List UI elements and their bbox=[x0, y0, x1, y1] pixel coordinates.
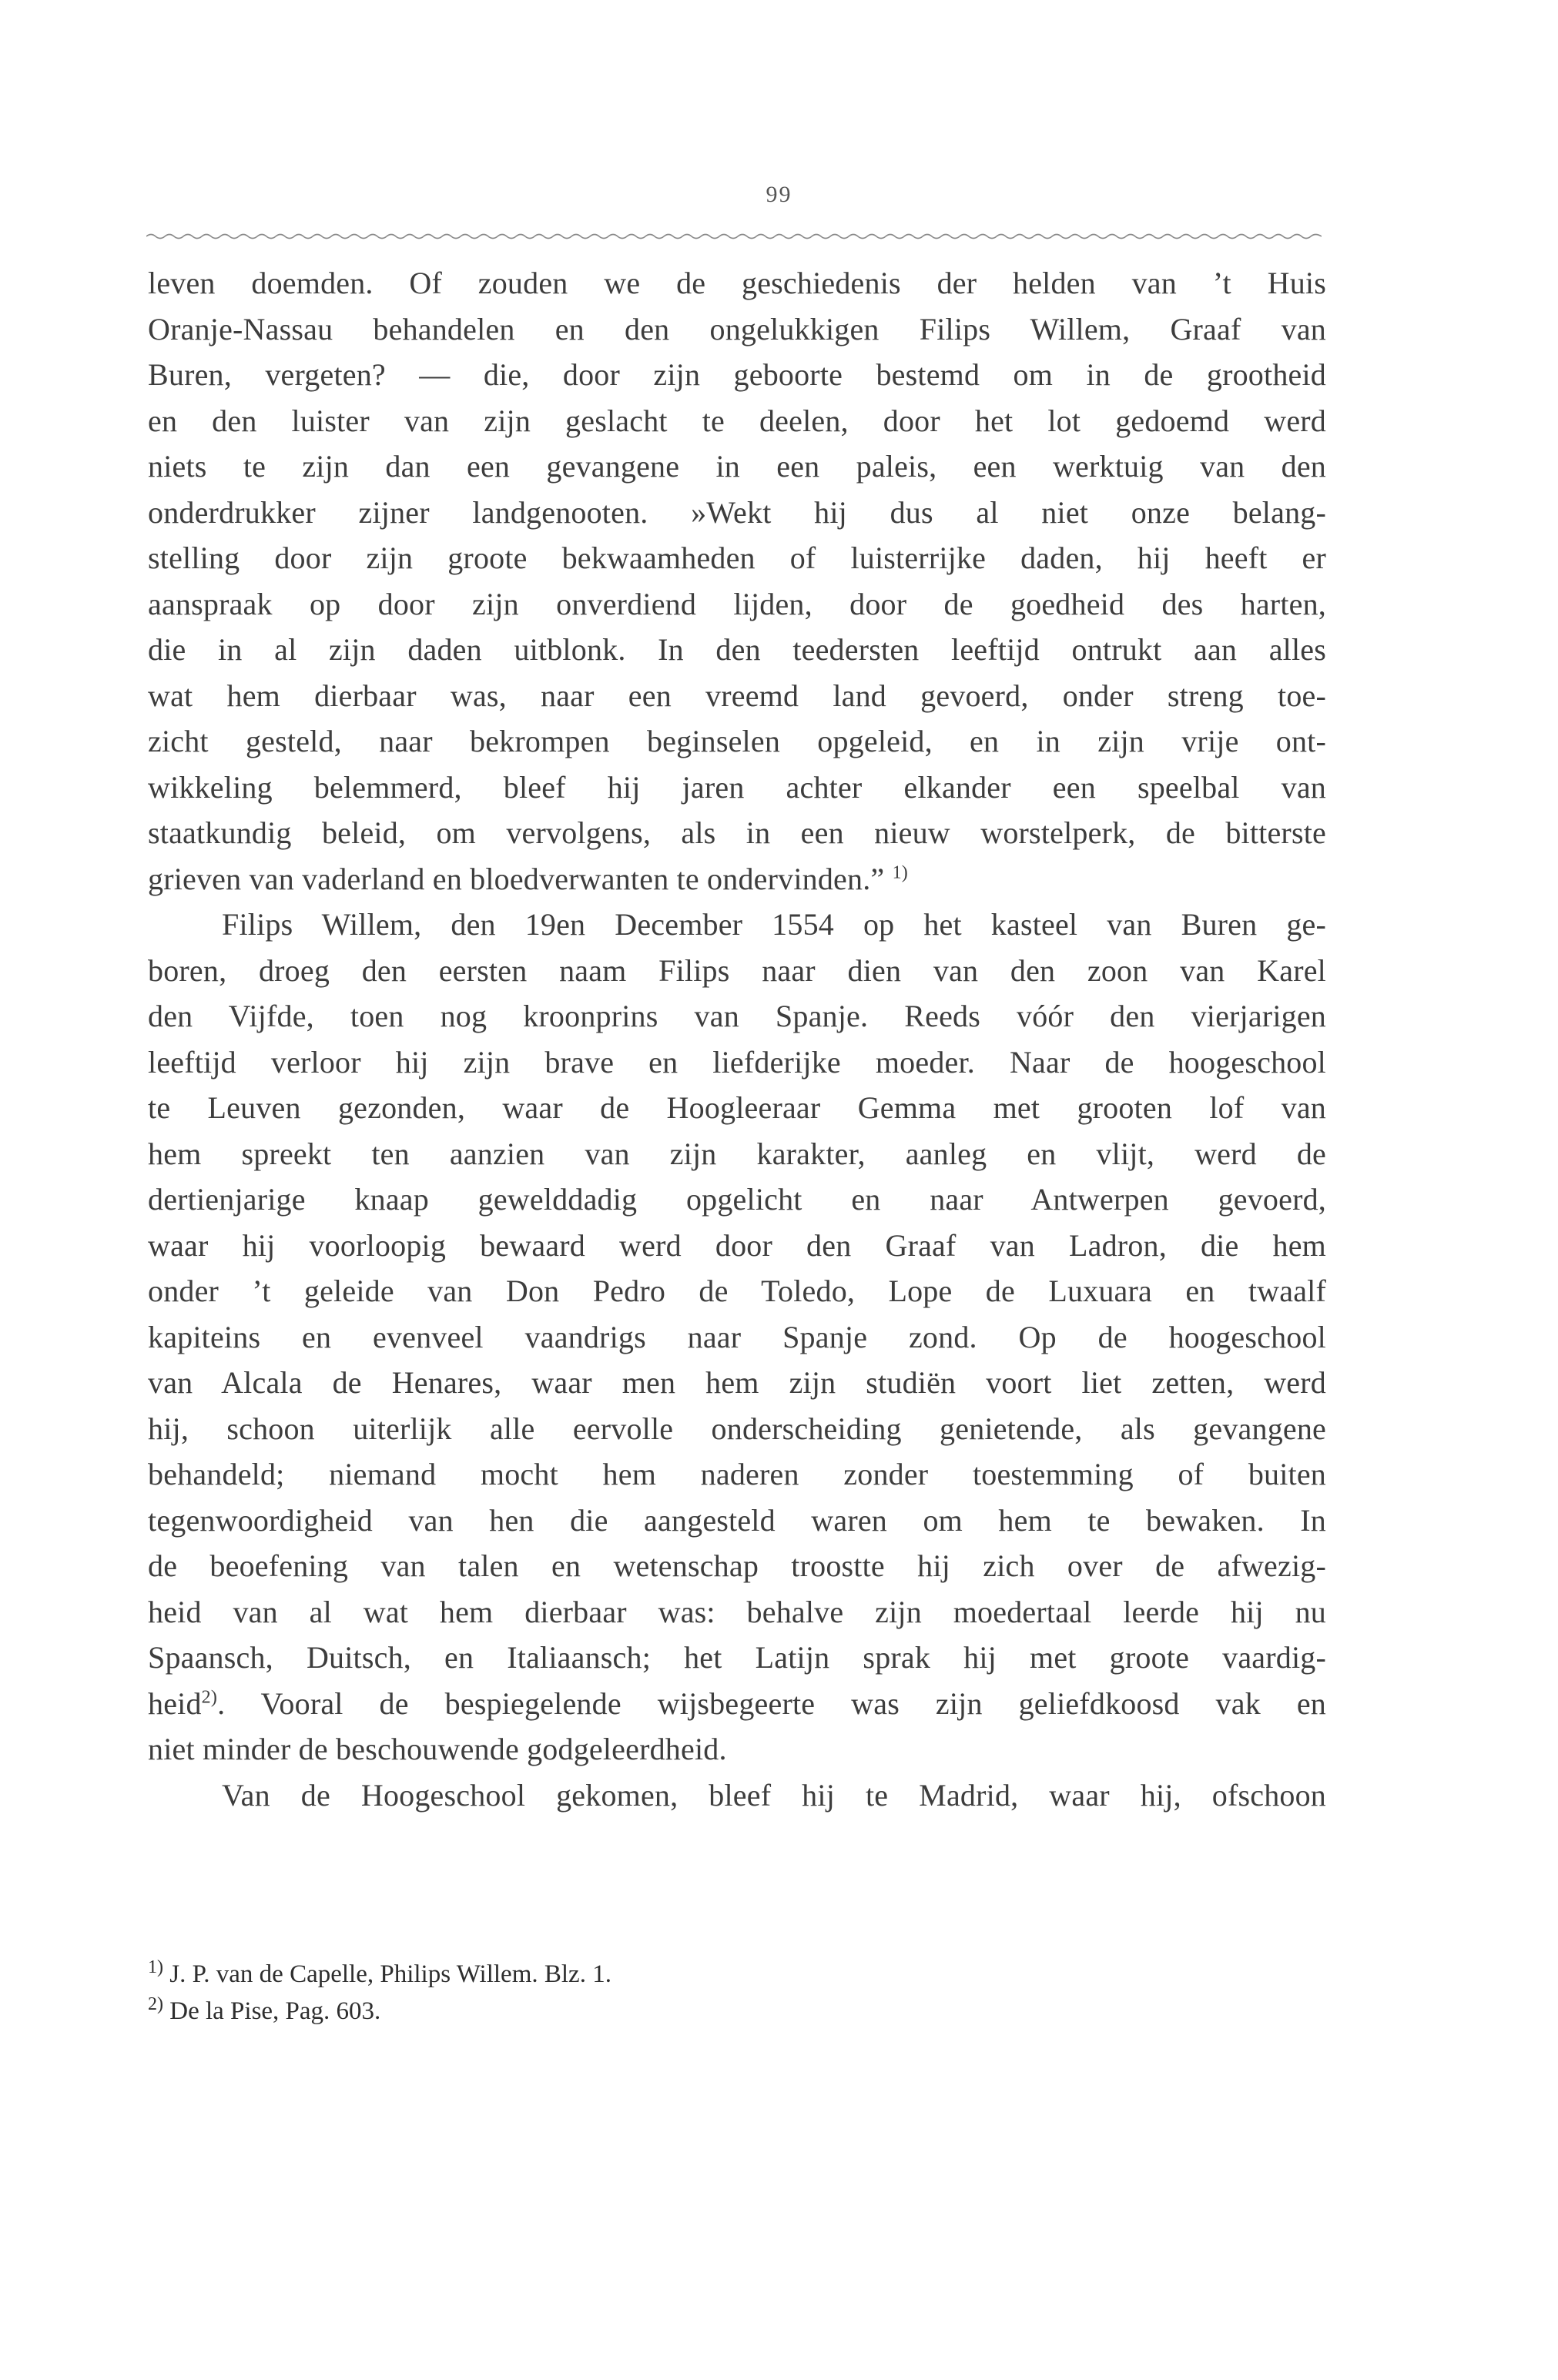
text-line-content: heid bbox=[148, 1685, 202, 1721]
text-line: stelling door zijn groote bekwaamheden of luisterrijke daden, hij heeft er bbox=[148, 541, 1326, 575]
text-line-continuation: . Vooral de bespiegelende wijsbegeerte was zijn geliefdkoosd vak en bbox=[217, 1685, 1326, 1721]
footnote-marker-1: 1) bbox=[148, 1957, 163, 1977]
text-line: de beoefening van talen en wetenschap troostte hij zich over de afwezig- bbox=[148, 1548, 1326, 1583]
text-line: en den luister van zijn geslacht te deelen, door het lot gedoemd werd bbox=[148, 403, 1326, 438]
text-line: tegenwoordigheid van hen die aangesteld waren om hem te bewaken. In bbox=[148, 1502, 1326, 1538]
text-line: behandeld; niemand mocht hem naderen zonder toestemming of buiten bbox=[148, 1457, 1326, 1491]
text-line: kapiteins en evenveel vaandrigs naar Spanje zond. Op de hoogeschool bbox=[148, 1319, 1326, 1354]
text-line: niets te zijn dan een gevangene in een paleis, een werktuig van den bbox=[148, 449, 1326, 484]
header-ornamental-rule bbox=[146, 231, 1322, 242]
body-text bbox=[148, 260, 1326, 1818]
text-line: waar hij voorloopig bewaard werd door den Graaf van Ladron, die hem bbox=[148, 1227, 1326, 1263]
text-line: leeftijd verloor hij zijn brave en liefderijke moeder. Naar de hoogeschool bbox=[148, 1044, 1326, 1080]
footnote-text-2: De la Pise, Pag. 603. bbox=[169, 1997, 381, 2025]
text-line: hij, schoon uiterlijk alle eervolle onderscheiding genietende, als gevangene bbox=[148, 1411, 1326, 1446]
footnotes bbox=[148, 1956, 1326, 2030]
text-line: dertienjarige knaap gewelddadig opgelicht en naar Antwerpen gevoerd, bbox=[148, 1182, 1326, 1217]
text-line: Oranje-Nassau behandelen en den ongelukkigen Filips Willem, Graaf van bbox=[148, 311, 1326, 346]
text-line: die in al zijn daden uitblonk. In den teedersten leeftijd ontrukt aan alles bbox=[148, 632, 1326, 667]
text-line-with-note bbox=[148, 856, 1326, 902]
text-line: den Vijfde, toen nog kroonprins van Spanje. Reeds vóór den vierjarigen bbox=[148, 999, 1326, 1033]
text-line: onderdrukker zijner landgenooten. »Wekt hij dus al niet onze belang- bbox=[148, 494, 1326, 530]
text-line: van Alcala de Henares, waar men hem zijn studiën voort liet zetten, werd bbox=[148, 1365, 1326, 1400]
text-line: wat hem dierbaar was, naar een vreemd land gevoerd, onder streng toe- bbox=[148, 678, 1326, 713]
page-number: 99 bbox=[766, 182, 792, 207]
text-line: Spaansch, Duitsch, en Italiaansch; het Latijn sprak hij met groote vaardig- bbox=[148, 1640, 1326, 1675]
text-line: Buren, vergeten? — die, door zijn geboorte bestemd om in de grootheid bbox=[148, 357, 1326, 392]
footnote-marker-2: 2) bbox=[148, 1994, 163, 2014]
footnote-1 bbox=[148, 1956, 1326, 1993]
text-line: aanspraak op door zijn onverdiend lijden, door de goedheid des harten, bbox=[148, 586, 1326, 621]
paragraph-start-line: Filips Willem, den 19en December 1554 op het kasteel van Buren ge- bbox=[222, 907, 1326, 942]
text-line: onder ’t geleide van Don Pedro de Toledo, Lope de Luxuara en twaalf bbox=[148, 1274, 1326, 1308]
text-line-with-note bbox=[148, 1681, 1326, 1727]
text-line: zicht gesteld, naar bekrompen beginselen opgeleid, en in zijn vrije ont- bbox=[148, 724, 1326, 758]
text-line: staatkundig beleid, om vervolgens, als in een nieuw worstelperk, de bitterste bbox=[148, 815, 1326, 850]
text-line-content: grieven van vaderland en bloedverwanten te ondervinden.” bbox=[148, 861, 885, 896]
text-line: leven doemden. Of zouden we de geschiedenis der helden van ’t Huis bbox=[148, 266, 1326, 300]
text-line: boren, droeg den eersten naam Filips naar dien van den zoon van Karel bbox=[148, 952, 1326, 988]
footnote-reference-2: 2) bbox=[201, 1687, 218, 1708]
text-line: hem spreekt ten aanzien van zijn karakter, aanleg en vlijt, werd de bbox=[148, 1136, 1326, 1171]
footnote-reference-1: 1) bbox=[892, 862, 908, 883]
text-line: te Leuven gezonden, waar de Hoogleeraar Gemma met grooten lof van bbox=[148, 1090, 1326, 1125]
text-line: niet minder de beschouwende godgeleerdheid. bbox=[148, 1732, 727, 1766]
text-line: wikkeling belemmerd, bleef hij jaren achter elkander een speelbal van bbox=[148, 769, 1326, 805]
footnote-2 bbox=[148, 1993, 1326, 2030]
footnote-text-1: J. P. van de Capelle, Philips Willem. Blz. 1. bbox=[169, 1960, 611, 1988]
paragraph-start-line: Van de Hoogeschool gekomen, bleef hij te Madrid, waar hij, ofschoon bbox=[222, 1777, 1326, 1813]
text-line: heid van al wat hem dierbaar was: behalve zijn moedertaal leerde hij nu bbox=[148, 1594, 1326, 1629]
